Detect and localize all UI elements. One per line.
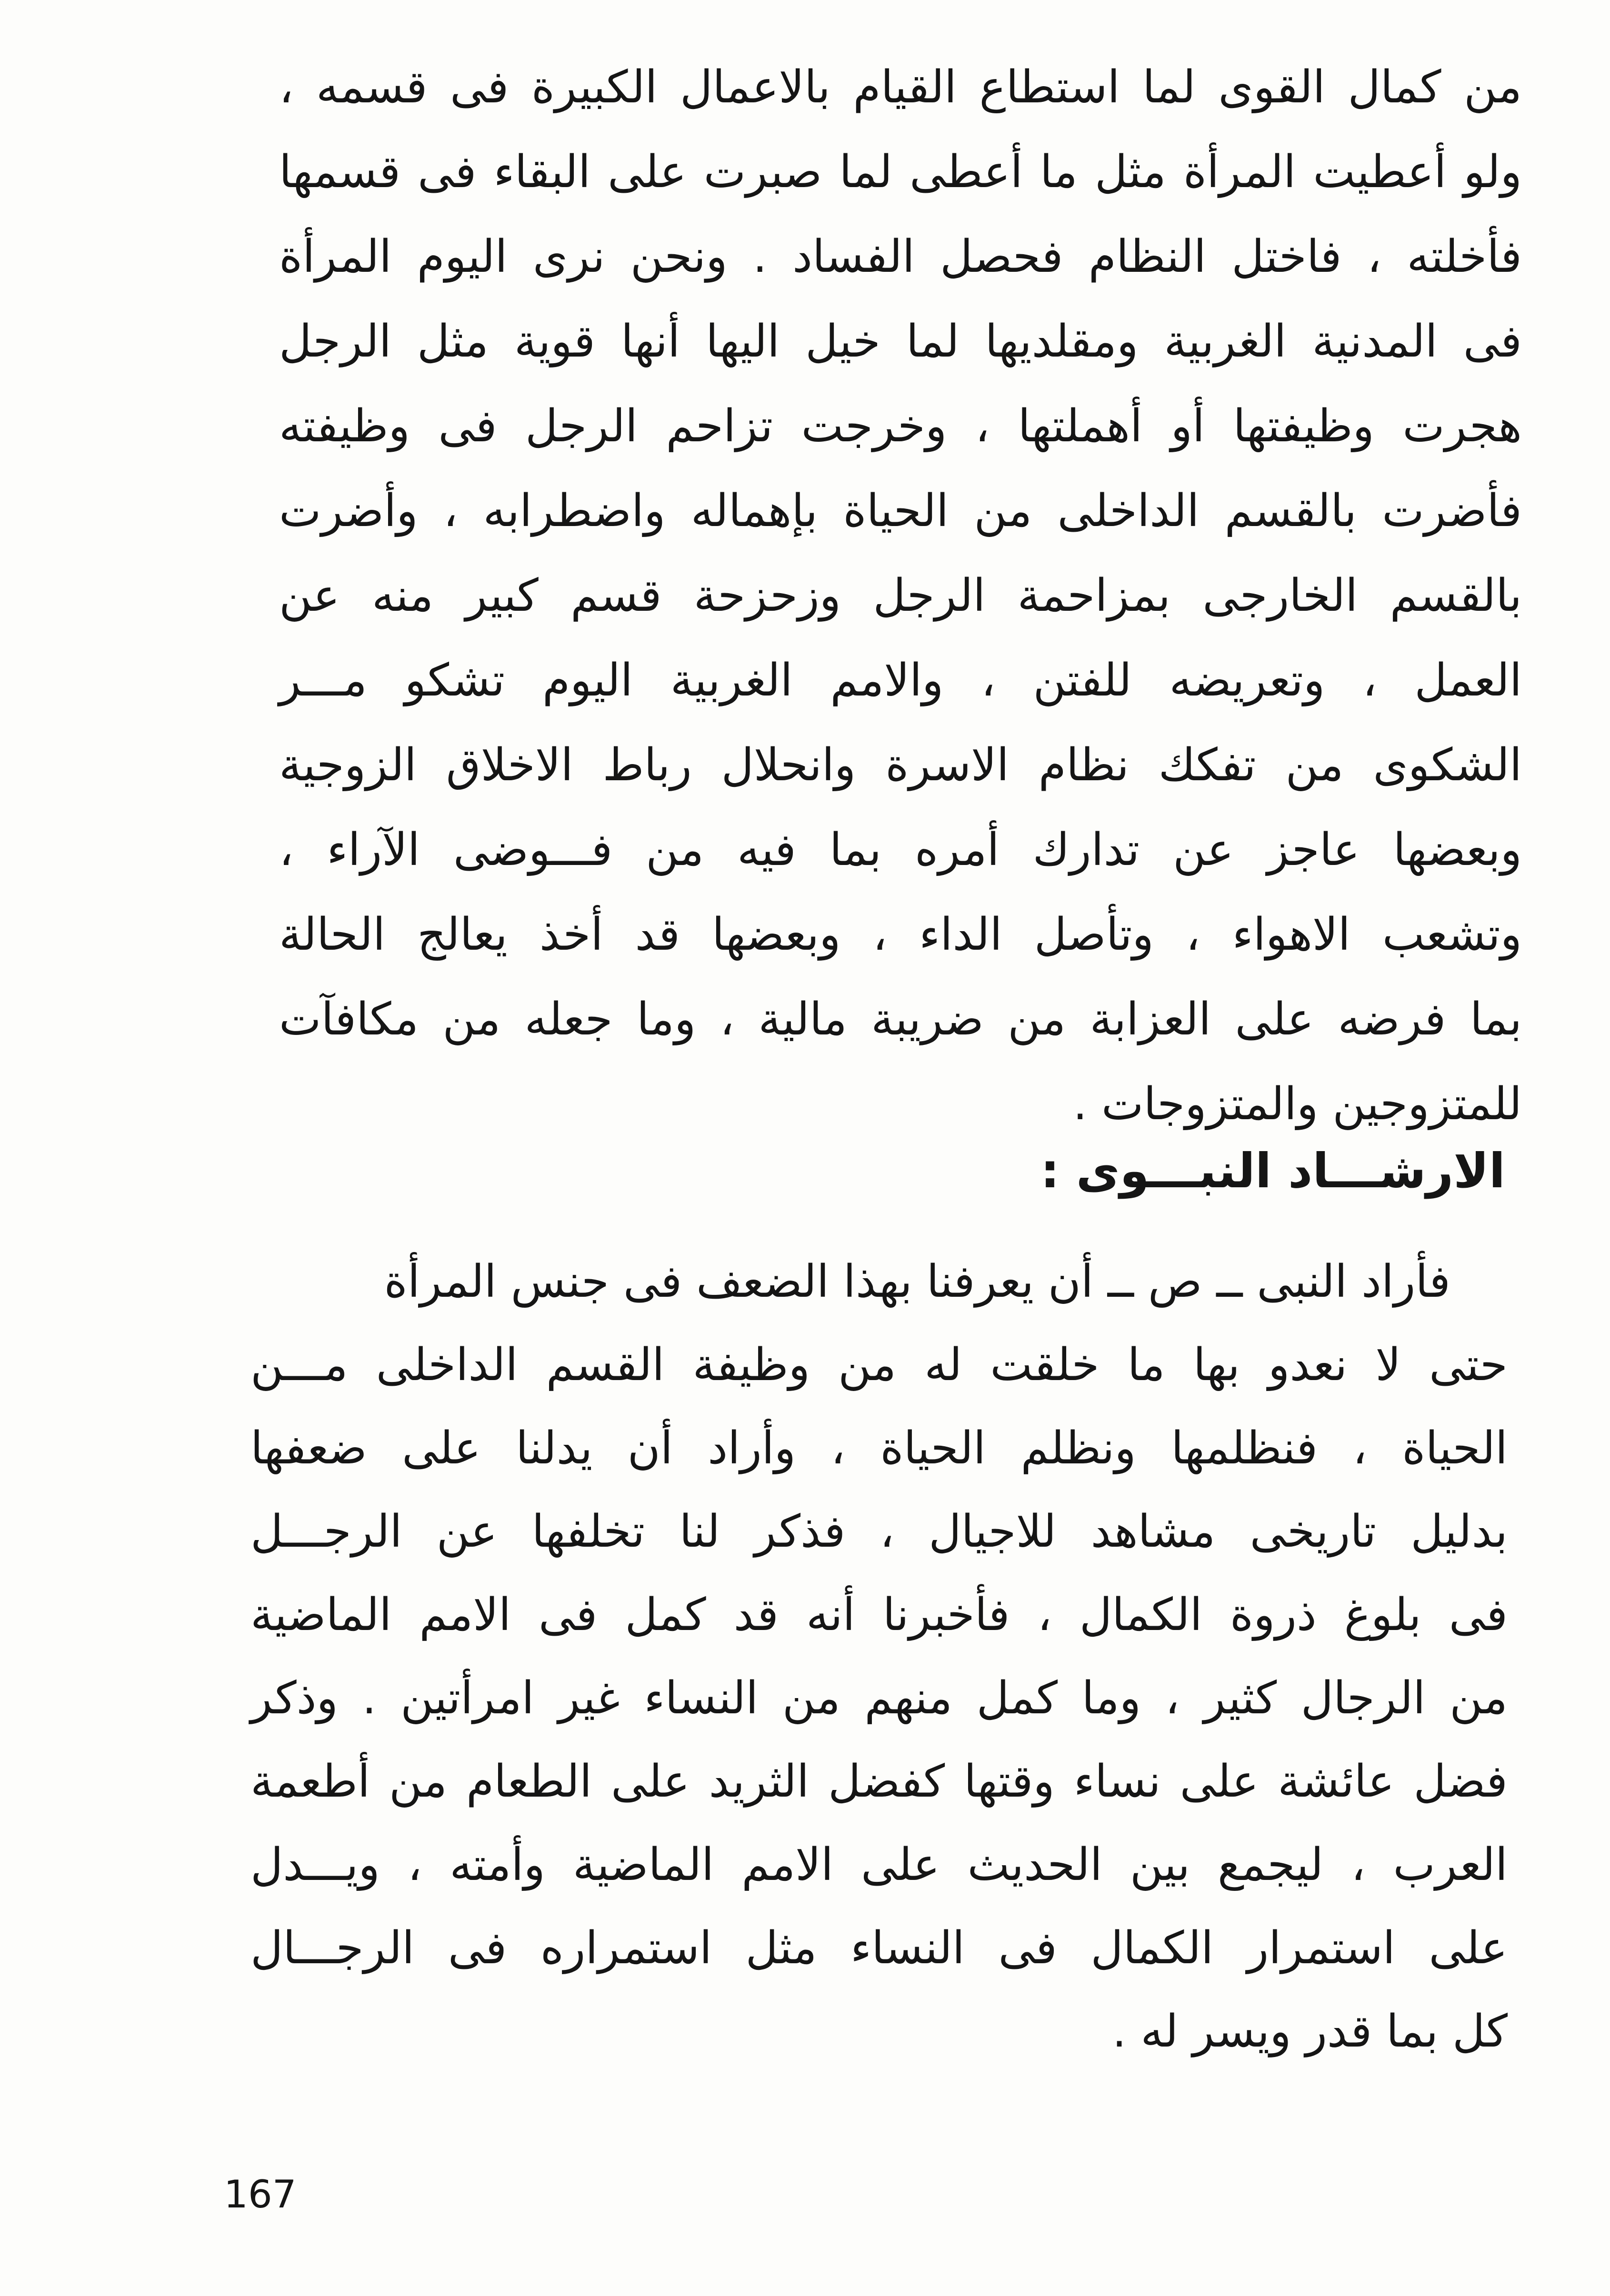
text-line: من الرجال كثير ، وما كمل منهم من النساء غير امرأتين . وذكر [250, 1672, 1508, 1724]
text-line: بدليل تاريخى مشاهد للاجيال ، فذكر لنا تخلفها عن الرجـــل [250, 1506, 1508, 1558]
text-line: فأراد النبى ــ ص ــ أن يعرفنا بهذا الضعف فى جنس المرأة [384, 1256, 1450, 1308]
text-line: فأخلته ، فاختل النظام فحصل الفساد . ونحن نرى اليوم المرأة [279, 231, 1522, 283]
text-line: كل بما قدر ويسر له . [1112, 2006, 1508, 2057]
page-number: 167 [224, 2172, 297, 2216]
paragraph-2 [250, 1240, 1508, 2073]
text-line: العرب ، ليجمع بين الحديث على الامم الماضية وأمته ، ويـــدل [250, 1839, 1508, 1891]
text-line: بما فرضه على العزابة من ضريبة مالية ، وما جعله من مكافآت [279, 994, 1522, 1045]
text-line: ولو أعطيت المرأة مثل ما أعطى لما صبرت على البقاء فى قسمها [279, 146, 1522, 198]
text-line: الشكوى من تفكك نظام الاسرة وانحلال رباط الاخلاق الزوجية [279, 739, 1522, 791]
text-line: الحياة ، فنظلمها ونظلم الحياة ، وأراد أن يدلنا على ضعفها [250, 1422, 1508, 1474]
text-line: وبعضها عاجز عن تدارك أمره بما فيه من فـــوضى الآراء ، [279, 824, 1522, 876]
text-line: هجرت وظيفتها أو أهملتها ، وخرجت تزاحم الرجل فى وظيفته [279, 400, 1522, 452]
text-line: على استمرار الكمال فى النساء مثل استمراره فى الرجـــال [250, 1922, 1508, 1974]
text-line: من كمال القوى لما استطاع القيام بالاعمال الكبيرة فى قسمه ، [279, 61, 1522, 113]
text-line: العمل ، وتعريضه للفتن ، والامم الغربية اليوم تشكو مـــر [279, 655, 1522, 706]
text-line: حتى لا نعدو بها ما خلقت له من وظيفة القسم الداخلى مـــن [250, 1339, 1508, 1391]
text-line: فى المدنية الغربية ومقلديها لما خيل اليها أنها قوية مثل الرجل [279, 316, 1522, 368]
paragraph-1 [279, 45, 1522, 1147]
section-heading: الارشـــاد النبـــوى : [1040, 1143, 1505, 1199]
text-line: فضل عائشة على نساء وقتها كفضل الثريد على الطعام من أطعمة [250, 1756, 1508, 1808]
text-line: بالقسم الخارجى بمزاحمة الرجل وزحزحة قسم كبير منه عن [279, 570, 1522, 622]
text-line: فأضرت بالقسم الداخلى من الحياة بإهماله واضطرابه ، وأضرت [279, 485, 1522, 537]
text-line: للمتزوجين والمتزوجات . [1073, 1078, 1522, 1130]
text-line: وتشعب الاهواء ، وتأصل الداء ، وبعضها قد أخذ يعالج الحالة [279, 909, 1522, 961]
text-line: فى بلوغ ذروة الكمال ، فأخبرنا أنه قد كمل فى الامم الماضية [250, 1589, 1508, 1641]
